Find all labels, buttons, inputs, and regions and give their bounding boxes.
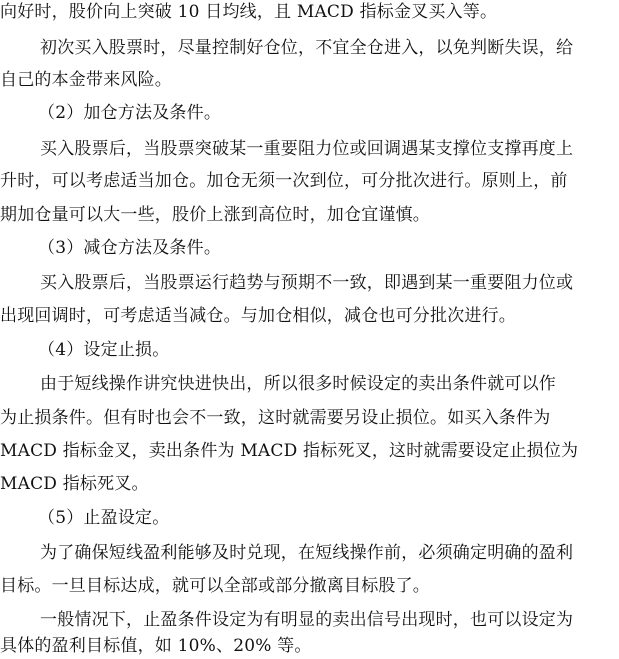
- text-line-15: MACD 指标死叉。: [0, 474, 149, 494]
- text-line-12: 由于短线操作讲究快进快出，所以很多时候设定的卖出条件就可以作: [40, 374, 556, 394]
- text-line-19: 一般情况下，止盈条件设定为有明显的卖出信号出现时，也可以设定为: [40, 610, 574, 630]
- text-line-13: 为止损条件。但有时也会不一致，这时就需要另设止损位。如买入条件为: [0, 408, 551, 428]
- section-heading-4: （4）设定止损。: [38, 340, 170, 360]
- text-line-18: 目标。一旦目标达成，就可以全部或部分撤离目标股了。: [0, 576, 430, 596]
- text-line-1: 向好时，股价向上突破 10 日均线，且 MACD 指标金叉买入等。: [0, 2, 498, 22]
- text-line-10: 出现回调时，可考虑适当减仓。与加仓相似，减仓也可分批次进行。: [0, 306, 516, 326]
- text-line-9: 买入股票后，当股票运行趋势与预期不一致，即遇到某一重要阻力位或: [40, 273, 574, 293]
- text-line-17: 为了确保短线盈利能够及时兑现，在短线操作前，必须确定明确的盈利: [40, 543, 574, 563]
- text-line-6: 升时，可以考虑适当加仓。加仓无须一次到位，可分批次进行。原则上，前: [0, 171, 568, 191]
- text-line-14: MACD 指标金叉，卖出条件为 MACD 指标死叉，这时就需要设定止损位为: [0, 441, 579, 461]
- section-heading-2: （2）加仓方法及条件。: [38, 103, 222, 123]
- text-line-3: 自己的本金带来风险。: [0, 70, 172, 90]
- text-line-2: 初次买入股票时，尽量控制好仓位，不宜全仓进入，以免判断失误，给: [40, 38, 574, 58]
- text-line-20: 具体的盈利目标值，如 10%、20% 等。: [0, 636, 312, 656]
- text-line-5: 买入股票后，当股票突破某一重要阻力位或回调遇某支撑位支撑再度上: [40, 139, 574, 159]
- section-heading-3: （3）减仓方法及条件。: [38, 238, 222, 258]
- text-line-7: 期加仓量可以大一些，股价上涨到高位时，加仓宜谨慎。: [0, 205, 430, 225]
- section-heading-5: （5）止盈设定。: [38, 508, 170, 528]
